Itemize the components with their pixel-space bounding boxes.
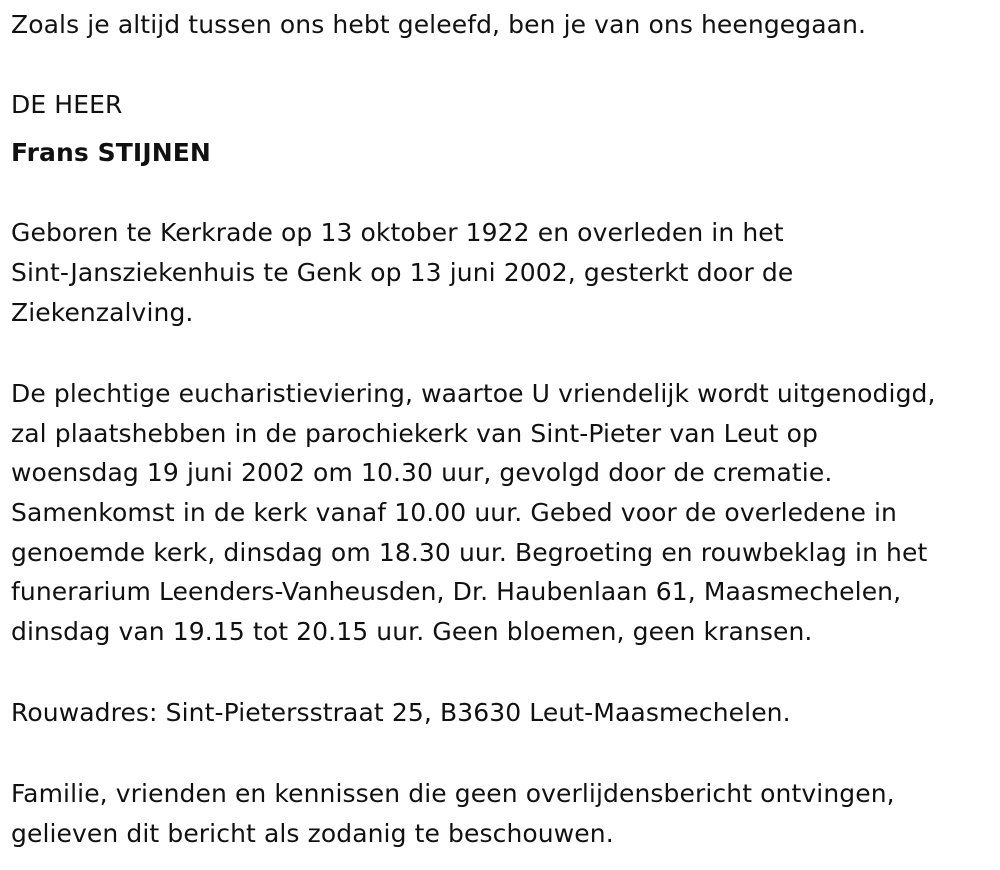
ceremony-line: funerarium Leenders-Vanheusden, Dr. Haubenlaan 61, Maasmechelen, (11, 577, 902, 606)
closing-line: Familie, vrienden en kennissen die geen overlijdensbericht ontvingen, (11, 779, 895, 808)
ceremony-line: zal plaatshebben in de parochiekerk van Sint-Pieter van Leut op (11, 419, 818, 448)
ceremony-line: genoemde kerk, dinsdag om 18.30 uur. Begroeting en rouwbeklag in het (11, 538, 928, 567)
title-prefix: DE HEER (11, 90, 123, 119)
closing-line: gelieven dit bericht als zodanig te beschouwen. (11, 819, 614, 848)
ceremony-line: dinsdag van 19.15 tot 20.15 uur. Geen bloemen, geen kransen. (11, 617, 813, 646)
birth-line: Geboren te Kerkrade op 13 oktober 1922 en overleden in het (11, 218, 784, 247)
ceremony-line: De plechtige eucharistieviering, waartoe U vriendelijk wordt uitgenodigd, (11, 379, 936, 408)
mourning-address: Rouwadres: Sint-Pietersstraat 25, B3630 Leut-Maasmechelen. (11, 698, 791, 727)
birth-line: Ziekenzalving. (11, 298, 194, 327)
opening-line: Zoals je altijd tussen ons hebt geleefd, ben je van ons heengegaan. (11, 10, 867, 39)
ceremony-line: Samenkomst in de kerk vanaf 10.00 uur. Gebed voor de overledene in (11, 498, 898, 527)
birth-line: Sint-Jansziekenhuis te Genk op 13 juni 2002, gesterkt door de (11, 258, 794, 287)
deceased-name: Frans STIJNEN (11, 138, 211, 167)
ceremony-line: woensdag 19 juni 2002 om 10.30 uur, gevolgd door de crematie. (11, 458, 833, 487)
